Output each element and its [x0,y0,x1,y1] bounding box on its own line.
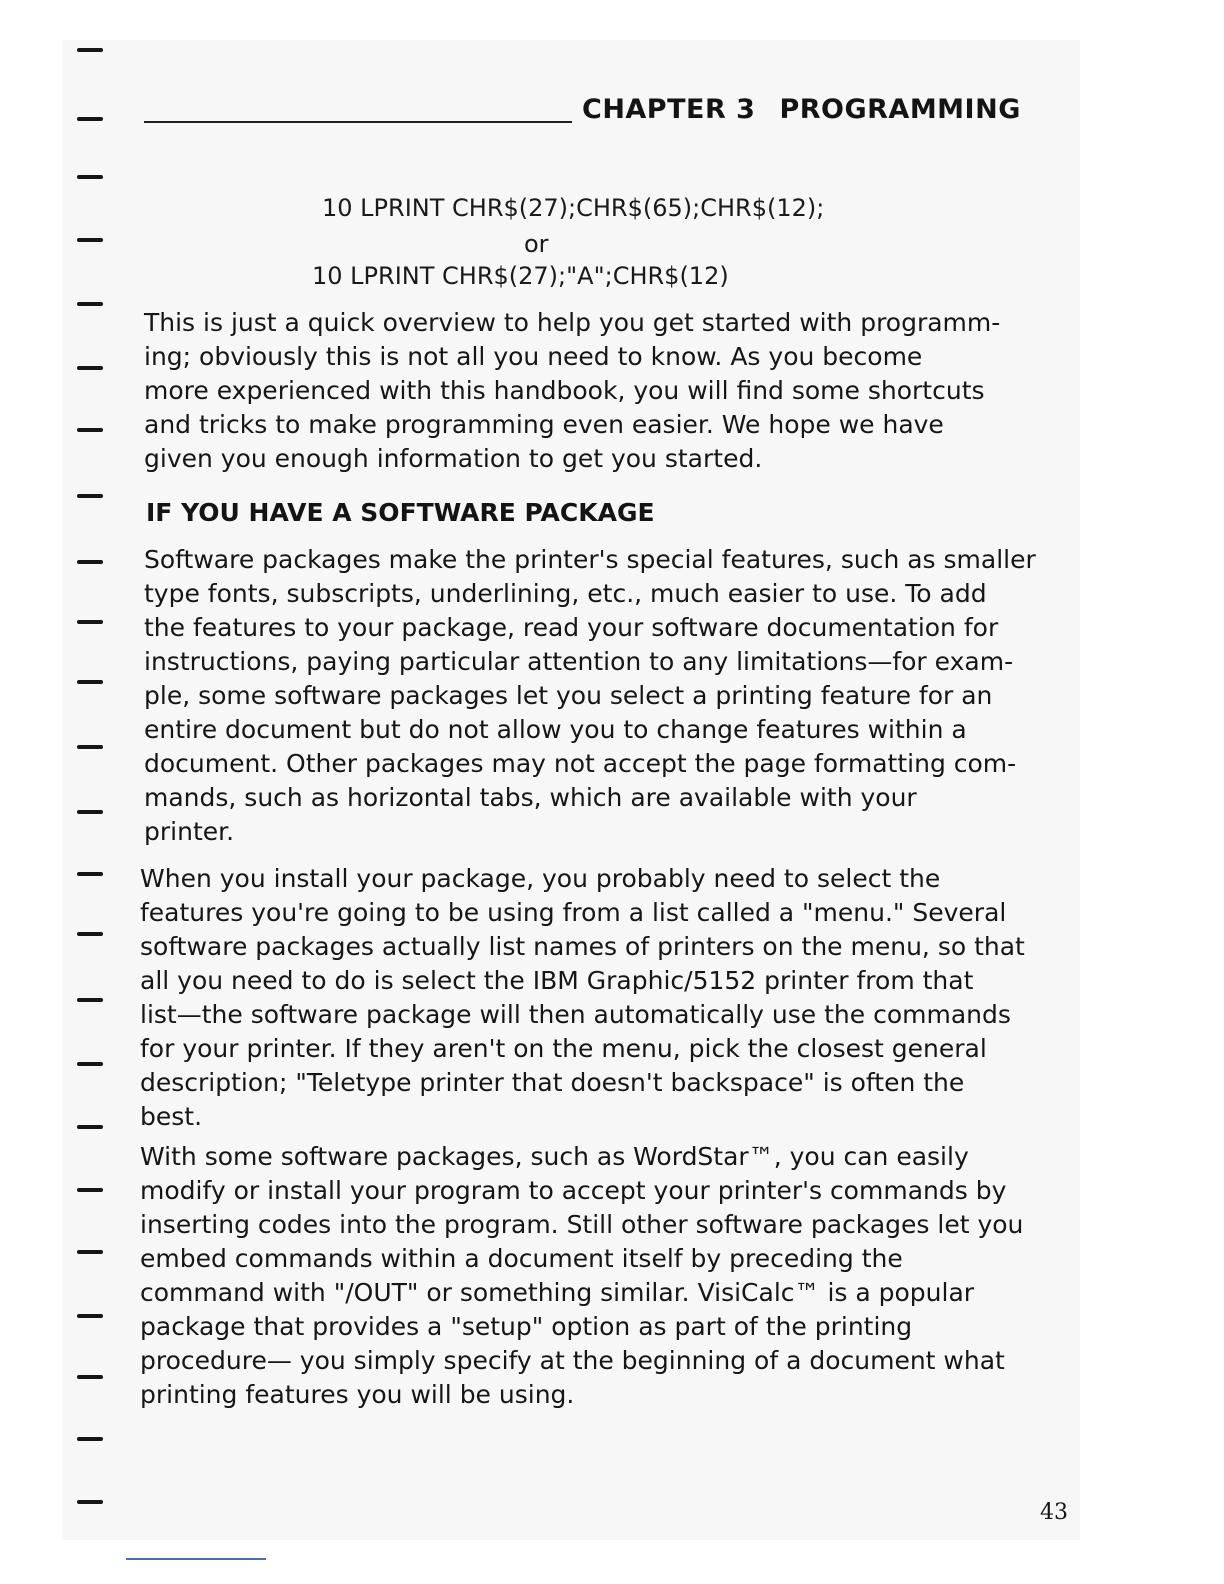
binding-mark [77,117,103,121]
text-line: best. [140,1102,203,1131]
page-number: 43 [1040,1500,1068,1525]
code-line-1: 10 LPRINT CHR$(27);CHR$(65);CHR$(12); [322,194,825,222]
code-example [140,190,1020,300]
header-rule [144,121,572,123]
text-line: printing features you will be using. [140,1380,575,1409]
binding-mark [77,48,103,52]
binding-mark [77,238,103,242]
text-line: When you install your package, you probably need to select the [140,864,941,893]
binding-mark [77,1125,103,1129]
paragraph-modifying-programs [140,1140,1040,1412]
text-line: all you need to do is select the IBM Graphic/5152 printer from that [140,966,974,995]
paragraph-installing-package [140,862,1040,1134]
binding-mark [77,302,103,306]
chapter-title: PROGRAMMING [779,94,1021,125]
binding-mark [77,810,103,814]
text-line: given you enough information to get you started. [144,444,763,473]
code-or: or [524,230,549,258]
paragraph-software-features [144,543,1044,849]
binding-mark [77,1250,103,1254]
text-line: ple, some software packages let you select a printing feature for an [144,681,993,710]
binding-mark [77,494,103,498]
binding-mark [77,1500,103,1504]
text-line: entire document but do not allow you to change features within a [144,715,967,744]
text-line: more experienced with this handbook, you will find some shortcuts [144,376,985,405]
text-line: type fonts, subscripts, underlining, etc., much easier to use. To add [144,579,987,608]
text-line: document. Other packages may not accept the page formatting com- [144,749,1017,778]
text-line: embed commands within a document itself by preceding the [140,1244,903,1273]
binding-mark [77,1062,103,1066]
binding-mark [77,998,103,1002]
running-header [582,94,1021,125]
binding-mark [77,560,103,564]
text-line: procedure— you simply specify at the beginning of a document what [140,1346,1005,1375]
text-line: inserting codes into the program. Still other software packages let you [140,1210,1024,1239]
binding-mark [77,1314,103,1318]
text-line: modify or install your program to accept your printer's commands by [140,1176,1007,1205]
text-line: ing; obviously this is not all you need to know. As you become [144,342,923,371]
binding-mark [77,1375,103,1379]
binding-mark [77,1188,103,1192]
section-heading: IF YOU HAVE A SOFTWARE PACKAGE [146,498,655,527]
binding-mark [77,366,103,370]
text-line: mands, such as horizontal tabs, which are available with your [144,783,917,812]
binding-mark [77,872,103,876]
binding-mark [77,1437,103,1441]
binding-mark [77,620,103,624]
binding-mark [77,175,103,179]
text-line: software packages actually list names of printers on the menu, so that [140,932,1025,961]
text-line: the features to your package, read your software documentation for [144,613,999,642]
chapter-label: CHAPTER 3 [582,94,756,125]
binding-mark [77,428,103,432]
text-line: list—the software package will then automatically use the commands [140,1000,1011,1029]
text-line: and tricks to make programming even easier. We hope we have [144,410,944,439]
binding-mark [77,932,103,936]
text-line: With some software packages, such as WordStar™, you can easily [140,1142,969,1171]
intro-paragraph [144,306,1044,476]
binding-margin-marks [0,0,120,1584]
text-line: features you're going to be using from a list called a "menu." Several [140,898,1007,927]
binding-mark [77,745,103,749]
text-line: command with "/OUT" or something similar. VisiCalc™ is a popular [140,1278,975,1307]
text-line: Software packages make the printer's special features, such as smaller [144,545,1036,574]
text-line: This is just a quick overview to help you get started with programm- [144,308,1001,337]
text-line: for your printer. If they aren't on the menu, pick the closest general [140,1034,987,1063]
code-line-2: 10 LPRINT CHR$(27);"A";CHR$(12) [312,262,729,290]
text-line: description; "Teletype printer that doesn't backspace" is often the [140,1068,965,1097]
text-line: instructions, paying particular attention to any limitations—for exam- [144,647,1014,676]
text-line: printer. [144,817,235,846]
bottom-rule [126,1558,266,1560]
binding-mark [77,680,103,684]
text-line: package that provides a "setup" option as part of the printing [140,1312,913,1341]
